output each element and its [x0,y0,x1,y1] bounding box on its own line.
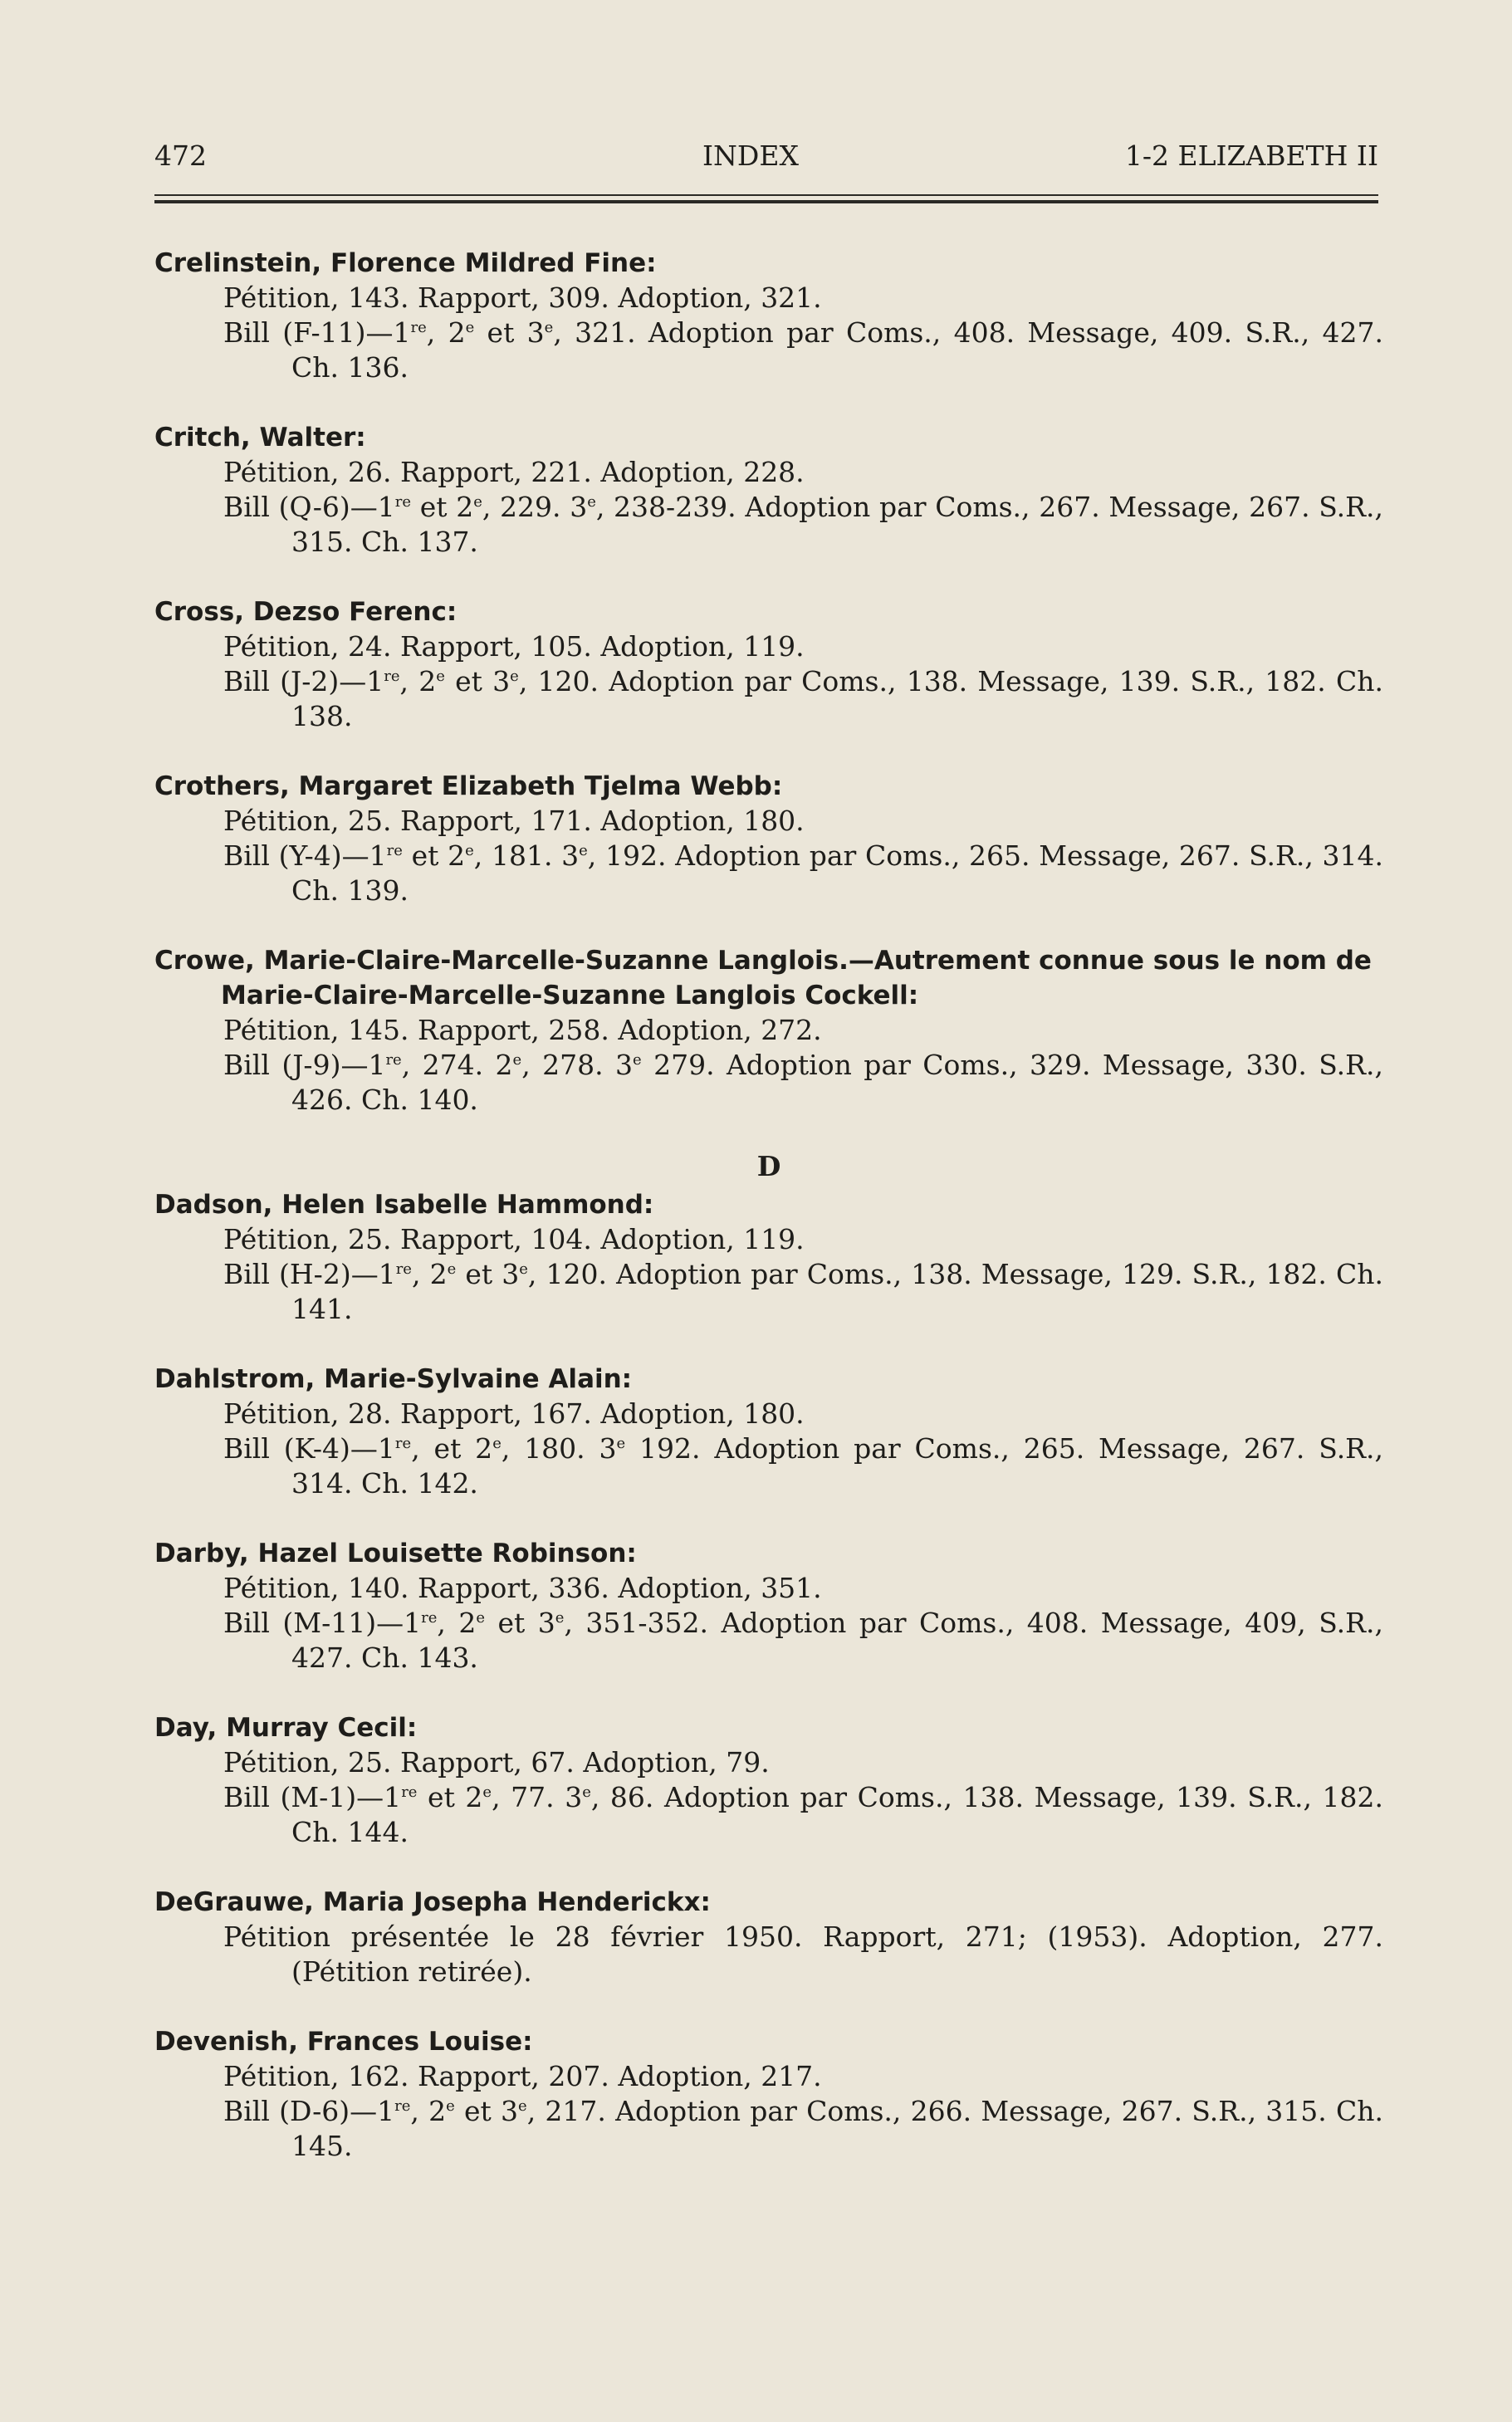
header-rule-thick [154,200,1378,203]
entry-line: Pétition, 143. Rapport, 309. Adoption, 321. [223,281,822,314]
entry-line: Bill (H-2)—1re, 2e et 3e, 120. Adoption par Coms., 138. Message, 129. S.R., 182. Ch. 141. [223,1258,1384,1325]
entry-line: Pétition, 25. Rapport, 104. Adoption, 119. [223,1223,805,1255]
entry-name: Dadson, Helen Isabelle Hammond: [154,1190,654,1220]
entry-name: Day, Murray Cecil: [154,1713,418,1743]
index-entry [154,943,1383,1118]
entry-line: Pétition, 26. Rapport, 221. Adoption, 228. [223,456,805,488]
index-entry [154,1710,1383,1850]
page-title: INDEX [702,139,799,172]
entry-name: DeGrauwe, Maria Josepha Henderickx: [154,1887,711,1917]
entry-line: Pétition, 145. Rapport, 258. Adoption, 272. [223,1014,822,1046]
section-letter: D [756,1150,781,1182]
index-entry [154,420,1383,560]
index-entry [154,246,1383,385]
entry-name: Crelinstein, Florence Mildred Fine: [154,248,657,278]
index-entry [154,2024,1383,2164]
index-entry [154,1362,1383,1501]
running-head: 1-2 ELIZABETH II [1124,139,1378,172]
entry-line: Bill (K-4)—1re, et 2e, 180. 3e 192. Adoption par Coms., 265. Message, 267. S.R., 314. Ch. 142. [223,1432,1384,1500]
header-rule-thin [154,194,1378,196]
index-entry [154,594,1383,734]
entry-line: Pétition présentée le 28 février 1950. Rapport, 271; (1953). Adoption, 277. (Pétition retirée). [223,1920,1383,1988]
entry-line: Bill (D-6)—1re, 2e et 3e, 217. Adoption par Coms., 266. Message, 267. S.R., 315. Ch. 145. [223,2095,1384,2162]
entry-name: Crowe, Marie-Claire-Marcelle-Suzanne Langlois.—Autrement connue sous le nom de Marie-Claire-Marcelle-Suzanne Langlois Cockell: [154,946,1372,1010]
index-entry [154,1187,1383,1327]
entry-line: Bill (M-1)—1re et 2e, 77. 3e, 86. Adoption par Coms., 138. Message, 139. S.R., 182. Ch. 144. [223,1781,1384,1848]
page-header [154,136,1378,174]
index-content [154,246,1383,2199]
entry-name: Dahlstrom, Marie-Sylvaine Alain: [154,1364,633,1394]
entry-line: Bill (J-2)—1re, 2e et 3e, 120. Adoption par Coms., 138. Message, 139. S.R., 182. Ch. 138. [223,665,1384,732]
entry-name: Crothers, Margaret Elizabeth Tjelma Webb: [154,771,783,801]
entry-line: Pétition, 140. Rapport, 336. Adoption, 351. [223,1572,822,1604]
entry-line: Bill (F-11)—1re, 2e et 3e, 321. Adoption par Coms., 408. Message, 409. S.R., 427. Ch. 136. [223,316,1383,384]
entry-line: Bill (M-11)—1re, 2e et 3e, 351-352. Adoption par Coms., 408. Message, 409, S.R., 427. Ch. 143. [223,1607,1383,1674]
page-number: 472 [154,139,207,172]
entries-c [154,246,1383,1118]
entry-name: Darby, Hazel Louisette Robinson: [154,1539,637,1568]
entry-line: Pétition, 25. Rapport, 67. Adoption, 79. [223,1746,770,1779]
entry-line: Pétition, 162. Rapport, 207. Adoption, 217. [223,2060,822,2092]
index-entry [154,1885,1383,1989]
index-entry [154,769,1383,908]
entry-name: Cross, Dezso Ferenc: [154,597,458,627]
entry-line: Bill (Q-6)—1re et 2e, 229. 3e, 238-239. Adoption par Coms., 267. Message, 267. S.R., 315. Ch. 137. [223,491,1384,558]
entry-line: Bill (J-9)—1re, 274. 2e, 278. 3e 279. Adoption par Coms., 329. Message, 330. S.R., 426. Ch. 140. [223,1049,1383,1116]
entry-line: Bill (Y-4)—1re et 2e, 181. 3e, 192. Adoption par Coms., 265. Message, 267. S.R., 314. Ch. 139. [223,839,1384,907]
entries-d [154,1187,1383,2164]
entry-line: Pétition, 25. Rapport, 171. Adoption, 180. [223,805,805,837]
entry-name: Critch, Walter: [154,423,366,453]
index-entry [154,1536,1383,1676]
entry-line: Pétition, 28. Rapport, 167. Adoption, 180. [223,1397,805,1430]
entry-line: Pétition, 24. Rapport, 105. Adoption, 119. [223,630,805,663]
entry-name: Devenish, Frances Louise: [154,2027,533,2057]
